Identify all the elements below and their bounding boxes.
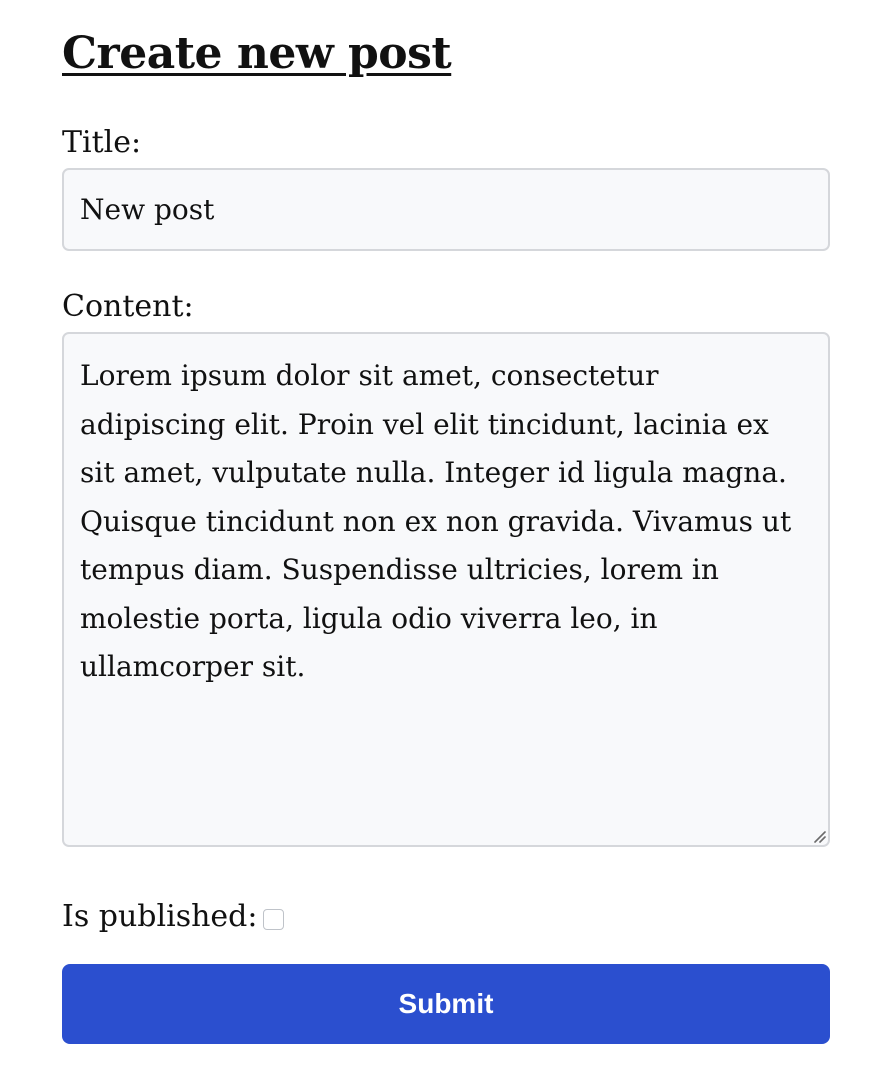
published-label: Is published: [62, 899, 258, 934]
title-label: Title: [62, 125, 142, 160]
page-title: Create new post [62, 28, 452, 79]
title-input[interactable] [62, 168, 830, 251]
published-row [62, 896, 284, 938]
published-checkbox[interactable] [263, 909, 284, 930]
resize-grip-icon[interactable] [812, 829, 826, 843]
submit-button[interactable]: Submit [62, 964, 830, 1044]
content-textarea[interactable] [62, 332, 830, 847]
content-label: Content: [62, 289, 194, 324]
